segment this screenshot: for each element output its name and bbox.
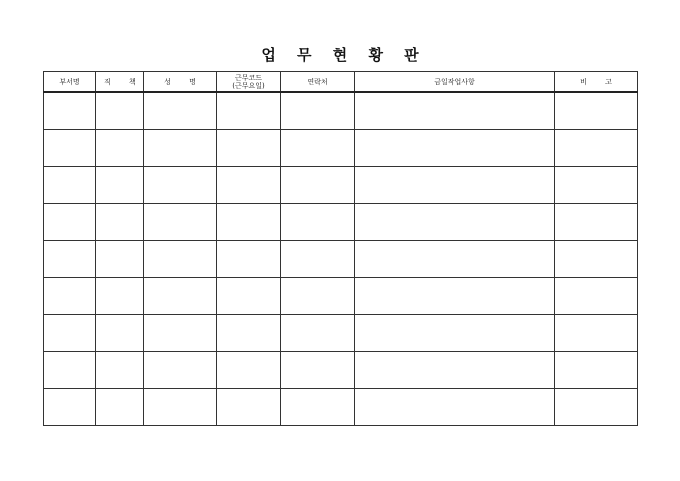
position-cell [96,167,144,204]
table-header-row [44,72,638,93]
remarks-cell [555,130,638,167]
department-cell [44,130,96,167]
header-department-label: 부서명 [59,77,80,86]
table-row [44,167,638,204]
today-tasks-cell [355,389,555,426]
work-code-cell [217,389,281,426]
today-tasks-cell [355,130,555,167]
today-tasks-cell [355,167,555,204]
remarks-cell [555,389,638,426]
today-tasks-cell [355,92,555,130]
work-code-cell [217,130,281,167]
department-cell [44,241,96,278]
work-code-cell [217,315,281,352]
header-name [144,72,217,93]
contact-cell [281,130,355,167]
position-cell [96,278,144,315]
name-cell [144,315,217,352]
contact-cell [281,315,355,352]
table-row [44,389,638,426]
page-title: 업 무 현 황 판 [261,46,427,64]
work-code-cell [217,92,281,130]
header-remarks [555,72,638,93]
name-cell [144,389,217,426]
position-cell [96,389,144,426]
table-body [44,92,638,426]
position-cell [96,352,144,389]
table-row [44,130,638,167]
remarks-cell [555,352,638,389]
table-row [44,352,638,389]
header-name-label: 성 명 [164,77,204,86]
header-work-days-label: (근무요일) [232,81,265,90]
table-row [44,278,638,315]
contact-cell [281,167,355,204]
department-cell [44,167,96,204]
department-cell [44,278,96,315]
contact-cell [281,204,355,241]
today-tasks-cell [355,278,555,315]
department-cell [44,92,96,130]
name-cell [144,167,217,204]
table-row [44,241,638,278]
contact-cell [281,241,355,278]
today-tasks-cell [355,352,555,389]
header-contact [281,72,355,93]
header-position [96,72,144,93]
contact-cell [281,278,355,315]
position-cell [96,315,144,352]
work-code-cell [217,204,281,241]
remarks-cell [555,204,638,241]
name-cell [144,204,217,241]
header-department [44,72,96,93]
header-work-code-label: 근무코드 [234,73,263,82]
name-cell [144,278,217,315]
remarks-cell [555,92,638,130]
header-position-label: 직 책 [104,77,144,86]
position-cell [96,92,144,130]
department-cell [44,352,96,389]
header-contact-label: 연락처 [307,77,328,86]
work-code-cell [217,167,281,204]
remarks-cell [555,315,638,352]
header-today-tasks [355,72,555,93]
contact-cell [281,92,355,130]
department-cell [44,315,96,352]
name-cell [144,352,217,389]
position-cell [96,241,144,278]
today-tasks-cell [355,204,555,241]
contact-cell [281,389,355,426]
department-cell [44,389,96,426]
header-today-tasks-label: 금일작업사항 [434,77,475,86]
name-cell [144,130,217,167]
work-code-cell [217,241,281,278]
name-cell [144,241,217,278]
table-row [44,204,638,241]
name-cell [144,92,217,130]
today-tasks-cell [355,241,555,278]
header-remarks-label: 비 고 [580,77,620,86]
work-code-cell [217,278,281,315]
remarks-cell [555,241,638,278]
position-cell [96,204,144,241]
table-row [44,315,638,352]
table-row [44,92,638,130]
header-work-code [217,72,281,93]
remarks-cell [555,167,638,204]
department-cell [44,204,96,241]
position-cell [96,130,144,167]
contact-cell [281,352,355,389]
work-code-cell [217,352,281,389]
work-status-table [43,71,638,426]
today-tasks-cell [355,315,555,352]
remarks-cell [555,278,638,315]
